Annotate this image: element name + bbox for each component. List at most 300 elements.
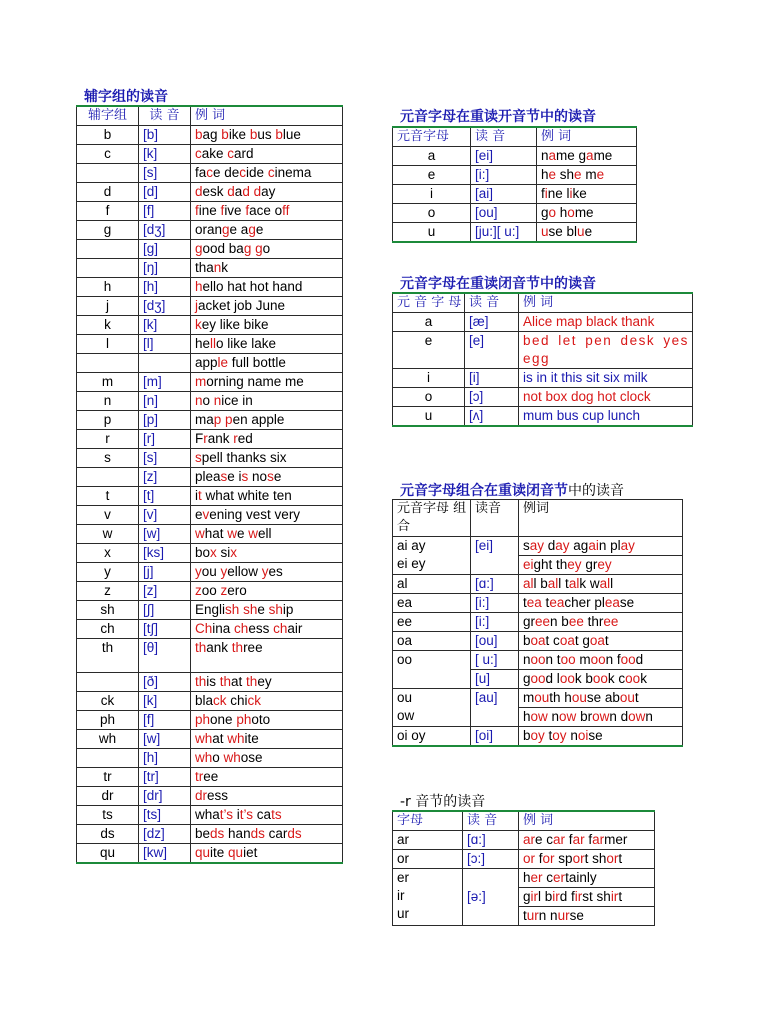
header-row	[393, 500, 683, 537]
table-row	[77, 711, 343, 730]
word-part: f	[195, 203, 199, 218]
word-part: at	[231, 674, 247, 689]
word-part: dr	[195, 788, 208, 803]
example-cell	[191, 787, 343, 806]
combos-title-plain: 中的读音	[568, 483, 624, 499]
example-cell	[191, 354, 343, 373]
word-part: r	[203, 431, 208, 446]
ipa-cell: [au]	[471, 689, 519, 727]
table-row	[77, 297, 343, 316]
closed-syllable-table	[392, 292, 693, 427]
word-part: r	[233, 431, 238, 446]
word-part: ar	[553, 832, 566, 847]
example-cell	[191, 525, 343, 544]
letter-cell: g	[77, 221, 139, 240]
example-cell	[191, 506, 343, 525]
letter-cell: a	[393, 147, 471, 166]
word-part: le	[217, 355, 229, 370]
letter-cell: ch	[77, 620, 139, 639]
example-cell	[191, 582, 343, 601]
table-row	[77, 411, 343, 430]
ipa-cell: [i:]	[471, 166, 537, 185]
word-part: ace o	[249, 203, 283, 218]
word-part: ir	[574, 889, 583, 904]
example-cell	[191, 768, 343, 787]
example-cell	[191, 430, 343, 449]
table-row	[77, 487, 343, 506]
table-row	[393, 537, 683, 556]
example-cell	[519, 369, 693, 388]
word-part: se ab	[586, 690, 620, 705]
ipa-cell: [e]	[465, 332, 519, 369]
word-part: f	[245, 203, 250, 218]
table-row	[77, 844, 343, 864]
word-part: lue	[282, 127, 301, 142]
table-row	[393, 594, 683, 613]
example-cell	[519, 594, 683, 613]
word-part: ow	[559, 709, 577, 724]
closed-syllable-title: 元音字母在重读闭音节中的读音	[400, 276, 596, 292]
word-part: m	[575, 652, 591, 667]
word-part: b	[221, 127, 229, 142]
table-row	[77, 259, 343, 278]
word-part: ee	[603, 614, 619, 629]
word-part: ay	[529, 538, 545, 553]
example-cell	[519, 708, 683, 727]
word-part: ea	[526, 595, 542, 610]
word-part: n	[523, 652, 531, 667]
example-cell	[191, 221, 343, 240]
table-row	[393, 204, 637, 223]
word-part: se	[569, 908, 584, 923]
word-part: d f	[559, 889, 575, 904]
example-cell	[191, 164, 343, 183]
word-part: ds	[287, 826, 302, 841]
word-part: ou	[571, 690, 587, 705]
word-part: t’s	[219, 807, 234, 822]
letter-cell: l	[77, 335, 139, 354]
ipa-cell: [h]	[139, 278, 191, 297]
letter-cell	[77, 259, 139, 278]
table-row	[77, 620, 343, 639]
letter-cell: w	[77, 525, 139, 544]
word-part: ice in	[221, 393, 253, 408]
word-part: ellow	[227, 564, 262, 579]
ipa-cell: [ou]	[471, 204, 537, 223]
word-part: b	[523, 633, 531, 648]
word-part: th	[219, 674, 232, 689]
word-part: y	[220, 564, 228, 579]
word-part: h	[523, 709, 531, 724]
table-row	[393, 407, 693, 427]
word-part: oo	[625, 671, 641, 686]
word-part: e	[574, 167, 582, 182]
word-part: e	[548, 167, 557, 182]
word-part: o	[262, 241, 271, 256]
word-part: e de	[213, 165, 240, 180]
header-row	[77, 106, 343, 126]
letter-cell: ar	[393, 831, 463, 850]
ipa-cell: [ai]	[471, 185, 537, 204]
word-part: d	[195, 184, 203, 199]
word-part: acket job June	[198, 298, 286, 313]
word-part: or	[606, 851, 619, 866]
ipa-cell: [k]	[139, 692, 191, 711]
word-part: ey	[567, 557, 582, 572]
word-part: F	[195, 431, 204, 446]
letter-cell: qu	[77, 844, 139, 864]
word-part: mum bus cup lunch	[523, 408, 641, 423]
table-row	[77, 825, 343, 844]
ipa-cell: [p]	[139, 411, 191, 430]
ipa-cell: [dʒ]	[139, 221, 191, 240]
word-part: me	[574, 205, 594, 220]
combos-title	[400, 480, 624, 500]
word-part: ai	[588, 538, 599, 553]
word-part: t	[523, 595, 527, 610]
ipa-cell: [d]	[139, 183, 191, 202]
word-part: qu	[195, 845, 211, 860]
example-cell	[191, 825, 343, 844]
example-cell	[191, 692, 343, 711]
word-part: han	[224, 826, 251, 841]
word-part: oo	[530, 652, 546, 667]
word-part: car	[264, 826, 288, 841]
ipa-cell: [ei]	[471, 537, 519, 575]
letter-cell: i	[393, 369, 465, 388]
header-row	[393, 127, 637, 147]
table-row	[393, 313, 693, 332]
ipa-cell: [ju:][ u:]	[471, 223, 537, 243]
word-part: ag	[569, 538, 589, 553]
example-cell	[519, 537, 683, 556]
table-row	[77, 468, 343, 487]
example-cell	[191, 620, 343, 639]
word-part: is in it this sit six milk	[523, 370, 648, 385]
letter-cell	[77, 673, 139, 692]
word-part: oo	[620, 652, 636, 667]
word-part: i	[233, 807, 240, 822]
ipa-cell: [m]	[139, 373, 191, 392]
table-row	[77, 749, 343, 768]
letter-cell: v	[77, 506, 139, 525]
table-row	[77, 787, 343, 806]
word-part: ar	[523, 832, 536, 847]
example-cell	[519, 575, 683, 594]
table-row	[393, 223, 637, 243]
word-part: th	[246, 674, 258, 689]
word-part: ei	[523, 557, 534, 572]
word-part: w	[248, 526, 259, 541]
letter-cell: a	[393, 313, 465, 332]
word-part: d	[227, 184, 235, 199]
word-part: ay	[620, 538, 635, 553]
ipa-cell: [ŋ]	[139, 259, 191, 278]
example-cell	[191, 711, 343, 730]
word-part: t c	[545, 633, 560, 648]
word-part: ood ba	[202, 241, 244, 256]
word-part: t	[544, 728, 553, 743]
word-part: at	[212, 731, 228, 746]
example-cell	[191, 278, 343, 297]
header-cell: 例 词	[519, 293, 693, 313]
ipa-cell: [ts]	[139, 806, 191, 825]
table-row	[77, 126, 343, 145]
word-part: pell thanks six	[201, 450, 287, 465]
example-cell	[537, 147, 637, 166]
word-part: s	[241, 469, 249, 484]
example-cell	[519, 632, 683, 651]
letter-cell: wh	[77, 730, 139, 749]
word-part: thr	[583, 614, 604, 629]
letter-cell: d	[77, 183, 139, 202]
word-part: gr	[581, 557, 598, 572]
word-part: ank	[206, 640, 232, 655]
word-part: f	[220, 203, 225, 218]
word-part: p	[213, 412, 222, 427]
word-part: ening vest very	[209, 507, 301, 522]
word-part: or	[523, 851, 536, 866]
word-part: th h	[549, 690, 572, 705]
word-part: al	[568, 576, 580, 591]
ipa-cell: [ə:]	[463, 869, 519, 926]
letter-cell: k	[77, 316, 139, 335]
table-row	[77, 240, 343, 259]
example-cell	[191, 749, 343, 768]
word-part: w	[195, 526, 205, 541]
example-cell	[191, 806, 343, 825]
example-cell	[191, 601, 343, 620]
word-part: i	[544, 186, 548, 201]
word-part: ds	[250, 826, 265, 841]
ipa-cell: [k]	[139, 145, 191, 164]
word-part: tha	[195, 260, 214, 275]
consonants-table	[76, 105, 343, 864]
word-part: one	[210, 712, 237, 727]
word-part: ck	[247, 693, 262, 708]
word-part: oo	[530, 671, 546, 686]
word-part: ero	[227, 583, 247, 598]
word-part: t	[604, 633, 609, 648]
r-syllable-table	[392, 810, 655, 926]
example-cell	[537, 223, 637, 243]
word-part: a	[586, 148, 594, 163]
ipa-cell: [s]	[139, 164, 191, 183]
word-part: ey like bike	[201, 317, 269, 332]
word-part: ch	[234, 621, 249, 636]
word-part: a	[234, 184, 243, 199]
header-cell: 读 音	[471, 127, 537, 147]
table-row	[77, 183, 343, 202]
word-part: ea	[604, 595, 620, 610]
table-row	[77, 692, 343, 711]
word-part: b	[249, 127, 258, 142]
header-cell: 元音字母 组 合	[393, 500, 471, 537]
word-part: l	[610, 576, 614, 591]
word-part: app	[195, 355, 218, 370]
letter-cell: ds	[77, 825, 139, 844]
word-part: c	[195, 146, 202, 161]
word-part: ll	[210, 336, 217, 351]
header-cell: 读 音	[463, 811, 519, 831]
word-part: l b	[533, 576, 548, 591]
word-part: wh	[195, 750, 213, 765]
table-row	[77, 278, 343, 297]
word-part: h	[556, 205, 568, 220]
ipa-cell: [tr]	[139, 768, 191, 787]
word-part: t g	[574, 633, 590, 648]
word-part: ke	[572, 186, 587, 201]
word-part: l t	[558, 576, 569, 591]
word-part: y	[261, 564, 269, 579]
table-row	[77, 525, 343, 544]
table-row	[77, 582, 343, 601]
table-row	[393, 332, 693, 369]
letter-cell: sh	[77, 601, 139, 620]
word-part: t	[523, 908, 527, 923]
ipa-cell: [f]	[139, 711, 191, 730]
ipa-cell: [æ]	[465, 313, 519, 332]
word-part: si	[216, 545, 231, 560]
word-part: oo	[592, 671, 608, 686]
word-part: ay	[261, 184, 276, 199]
word-part: m	[581, 167, 597, 182]
example-cell	[519, 651, 683, 670]
word-part: ir	[530, 889, 539, 904]
example-cell	[191, 673, 343, 692]
table-row	[77, 768, 343, 787]
table-row	[393, 831, 655, 850]
example-cell	[191, 259, 343, 278]
letter-cell: u	[393, 223, 471, 243]
letter-cell: r	[77, 430, 139, 449]
word-part: br	[576, 709, 593, 724]
word-part: chi	[226, 693, 248, 708]
word-part: f	[565, 832, 573, 847]
word-part: hat	[204, 526, 228, 541]
word-part: ip	[282, 602, 294, 617]
example-cell	[519, 831, 655, 850]
word-part: s	[220, 469, 228, 484]
word-part: ow	[628, 709, 646, 724]
table-row	[77, 639, 343, 673]
word-part: ay	[555, 538, 570, 553]
word-part: g	[523, 889, 531, 904]
table-row	[77, 145, 343, 164]
word-part: t	[541, 595, 550, 610]
word-part: b	[195, 127, 203, 142]
word-part: cher pl	[564, 595, 605, 610]
word-part: bed let pen desk yes egg	[523, 333, 689, 366]
ipa-cell: [i:]	[471, 594, 519, 613]
word-part: st sh	[582, 889, 611, 904]
table-row	[393, 869, 655, 888]
letter-cell: ck	[77, 692, 139, 711]
ipa-cell: [z]	[139, 582, 191, 601]
word-part: ello hat hot hand	[202, 279, 303, 294]
letter-cell: er ir ur	[393, 869, 463, 926]
word-part: i	[195, 488, 198, 503]
word-part: c	[239, 165, 247, 180]
word-part: wha	[195, 807, 220, 822]
word-part: ess	[207, 788, 229, 803]
word-part: oran	[195, 222, 223, 237]
word-part: i	[569, 186, 573, 201]
ipa-cell: [θ]	[139, 639, 191, 673]
table-row	[393, 850, 655, 869]
word-part: e	[596, 167, 605, 182]
ipa-cell	[139, 354, 191, 373]
word-part: esk	[202, 184, 228, 199]
word-part: oi	[577, 728, 589, 743]
ipa-cell: [w]	[139, 525, 191, 544]
letter-cell: th	[77, 639, 139, 673]
word-part: full bottle	[228, 355, 286, 370]
table-row	[393, 166, 637, 185]
word-part: wh	[223, 750, 241, 765]
ipa-cell: [ u:]	[471, 651, 519, 670]
ipa-cell: [r]	[139, 430, 191, 449]
example-cell	[191, 202, 343, 221]
example-cell	[191, 639, 343, 673]
example-cell	[191, 145, 343, 164]
word-part: th	[195, 640, 207, 655]
word-part: k	[195, 317, 202, 332]
word-part: ur	[526, 908, 539, 923]
table-row	[393, 388, 693, 407]
word-part: s	[195, 450, 202, 465]
letter-cell: e	[393, 166, 471, 185]
word-part: e	[195, 507, 203, 522]
word-part: tainly	[565, 870, 597, 885]
word-part: se	[619, 595, 635, 610]
word-part: ou	[619, 690, 635, 705]
example-cell	[191, 844, 343, 864]
table-row	[393, 651, 683, 670]
word-part: al	[547, 576, 559, 591]
word-part: sh	[225, 602, 240, 617]
table-row	[393, 613, 683, 632]
word-part: ou	[534, 690, 550, 705]
word-part: n	[547, 709, 560, 724]
word-part: p	[225, 412, 233, 427]
ipa-cell: [kw]	[139, 844, 191, 864]
letter-cell: t	[77, 487, 139, 506]
word-part: not box dog hot clock	[523, 389, 651, 404]
letter-cell	[77, 164, 139, 183]
table-row	[77, 806, 343, 825]
table-row	[77, 563, 343, 582]
word-part: ph	[236, 712, 252, 727]
example-cell	[191, 449, 343, 468]
word-part: oo	[590, 652, 606, 667]
word-part: e	[237, 526, 249, 541]
word-part: c	[267, 165, 275, 180]
letter-cell	[77, 468, 139, 487]
ipa-cell: [f]	[139, 202, 191, 221]
word-part: bo	[195, 545, 211, 560]
word-part: sh	[243, 602, 258, 617]
letter-cell: f	[77, 202, 139, 221]
table-row	[77, 392, 343, 411]
table-row	[77, 202, 343, 221]
example-cell	[191, 563, 343, 582]
word-part: d l	[545, 671, 560, 686]
word-part: sh	[268, 602, 283, 617]
word-part: e	[584, 224, 593, 239]
word-part: n	[213, 393, 222, 408]
word-part: ma	[195, 412, 214, 427]
